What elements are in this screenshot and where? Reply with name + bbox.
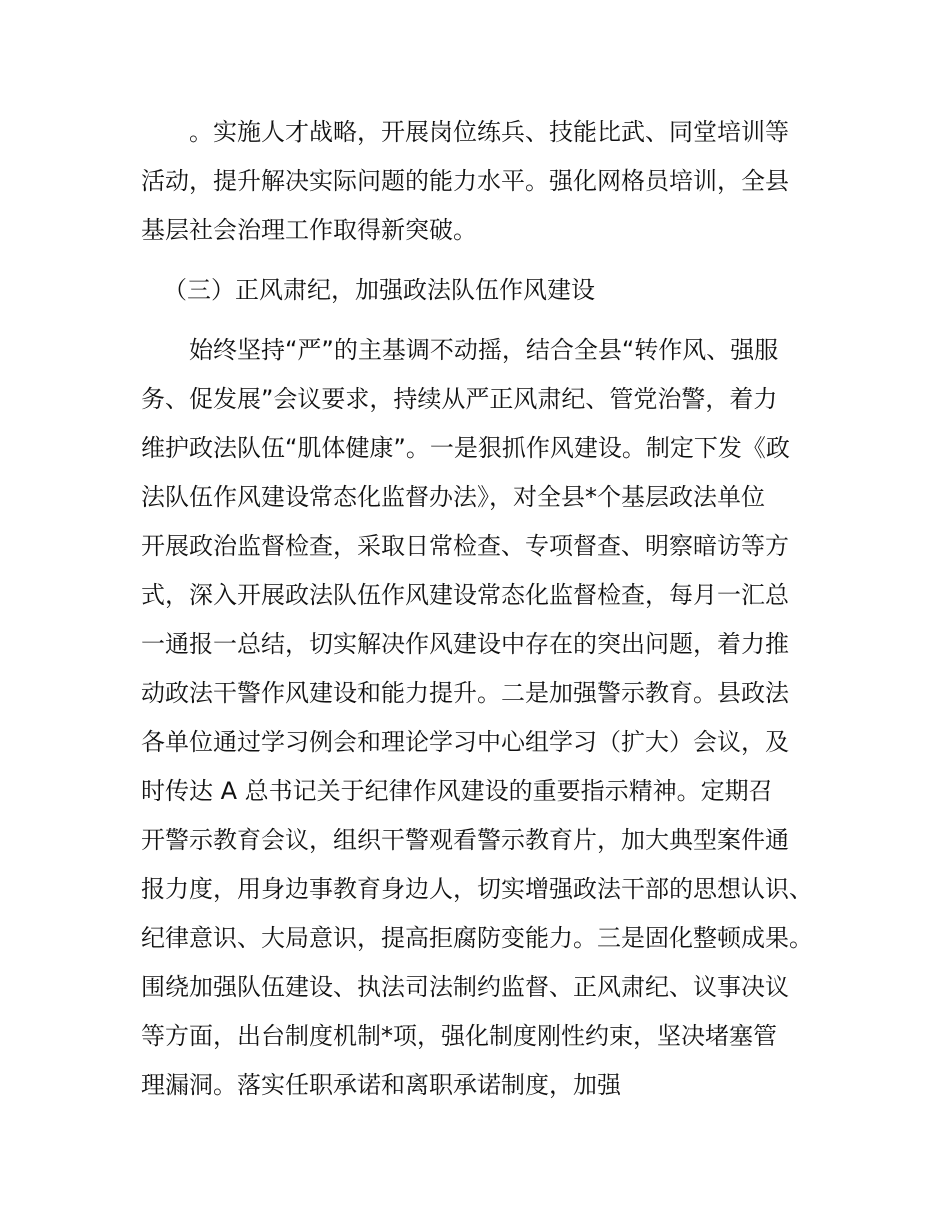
paragraph-line: 等方面，出台制度机制*项，强化制度刚性约束，坚决堵塞管 xyxy=(141,1022,777,1050)
paragraph-line: 活动，提升解决实际问题的能力水平。强化网格员培训，全县 xyxy=(141,167,789,195)
paragraph-spacer xyxy=(141,315,831,326)
paragraph-line: 基层社会治理工作取得新突破。 xyxy=(141,216,477,244)
paragraph-line: 。实施人才战略，开展岗位练兵、技能比武、同堂培训等 xyxy=(189,118,789,146)
paragraph-line: 时传达 A 总书记关于纪律作风建设的重要指示精神。定期召 xyxy=(141,777,773,805)
paragraph-line: 理漏洞。落实任职承诺和离职承诺制度，加强 xyxy=(141,1071,621,1099)
paragraph-line: 动政法干警作风建设和能力提升。二是加强警示教育。县政法 xyxy=(141,679,789,707)
paragraph-line: 法队伍作风建设常态化监督办法》，对全县*个基层政法单位 xyxy=(141,483,765,511)
paragraph-line: 围绕加强队伍建设、执法司法制约监督、正风肃纪、议事决议 xyxy=(141,973,789,1001)
paragraph-line: 始终坚持“严”的主基调不动摇，结合全县“转作风、强服 xyxy=(189,336,779,364)
paragraph-line: 各单位通过学习例会和理论学习中心组学习（扩大）会议，及 xyxy=(141,728,789,756)
paragraph-line: 务、促发展”会议要求，持续从严正风肃纪、管党治警，着力 xyxy=(141,385,778,413)
paragraph-line: 维护政法队伍“肌体健康”。一是狠抓作风建设。制定下发《政 xyxy=(141,434,790,462)
paragraph-line: 开警示教育会议，组织干警观看警示教育片，加大典型案件通 xyxy=(141,826,789,854)
document-body xyxy=(141,108,831,1110)
paragraph-line: 一通报一总结，切实解决作风建设中存在的突出问题，着力推 xyxy=(141,630,789,658)
paragraph-spacer xyxy=(141,255,831,266)
section-heading: （三）正风肃纪，加强政法队伍作风建设 xyxy=(163,276,595,304)
paragraph-line: 式，深入开展政法队伍作风建设常态化监督检查，每月一汇总 xyxy=(141,581,789,609)
paragraph-line: 纪律意识、大局意识，提高拒腐防变能力。三是固化整顿成果。 xyxy=(141,924,813,952)
paragraph-line: 报力度，用身边事教育身边人，切实增强政法干部的思想认识、 xyxy=(141,875,813,903)
paragraph-line: 开展政治监督检查，采取日常检查、专项督查、明察暗访等方 xyxy=(141,532,789,560)
